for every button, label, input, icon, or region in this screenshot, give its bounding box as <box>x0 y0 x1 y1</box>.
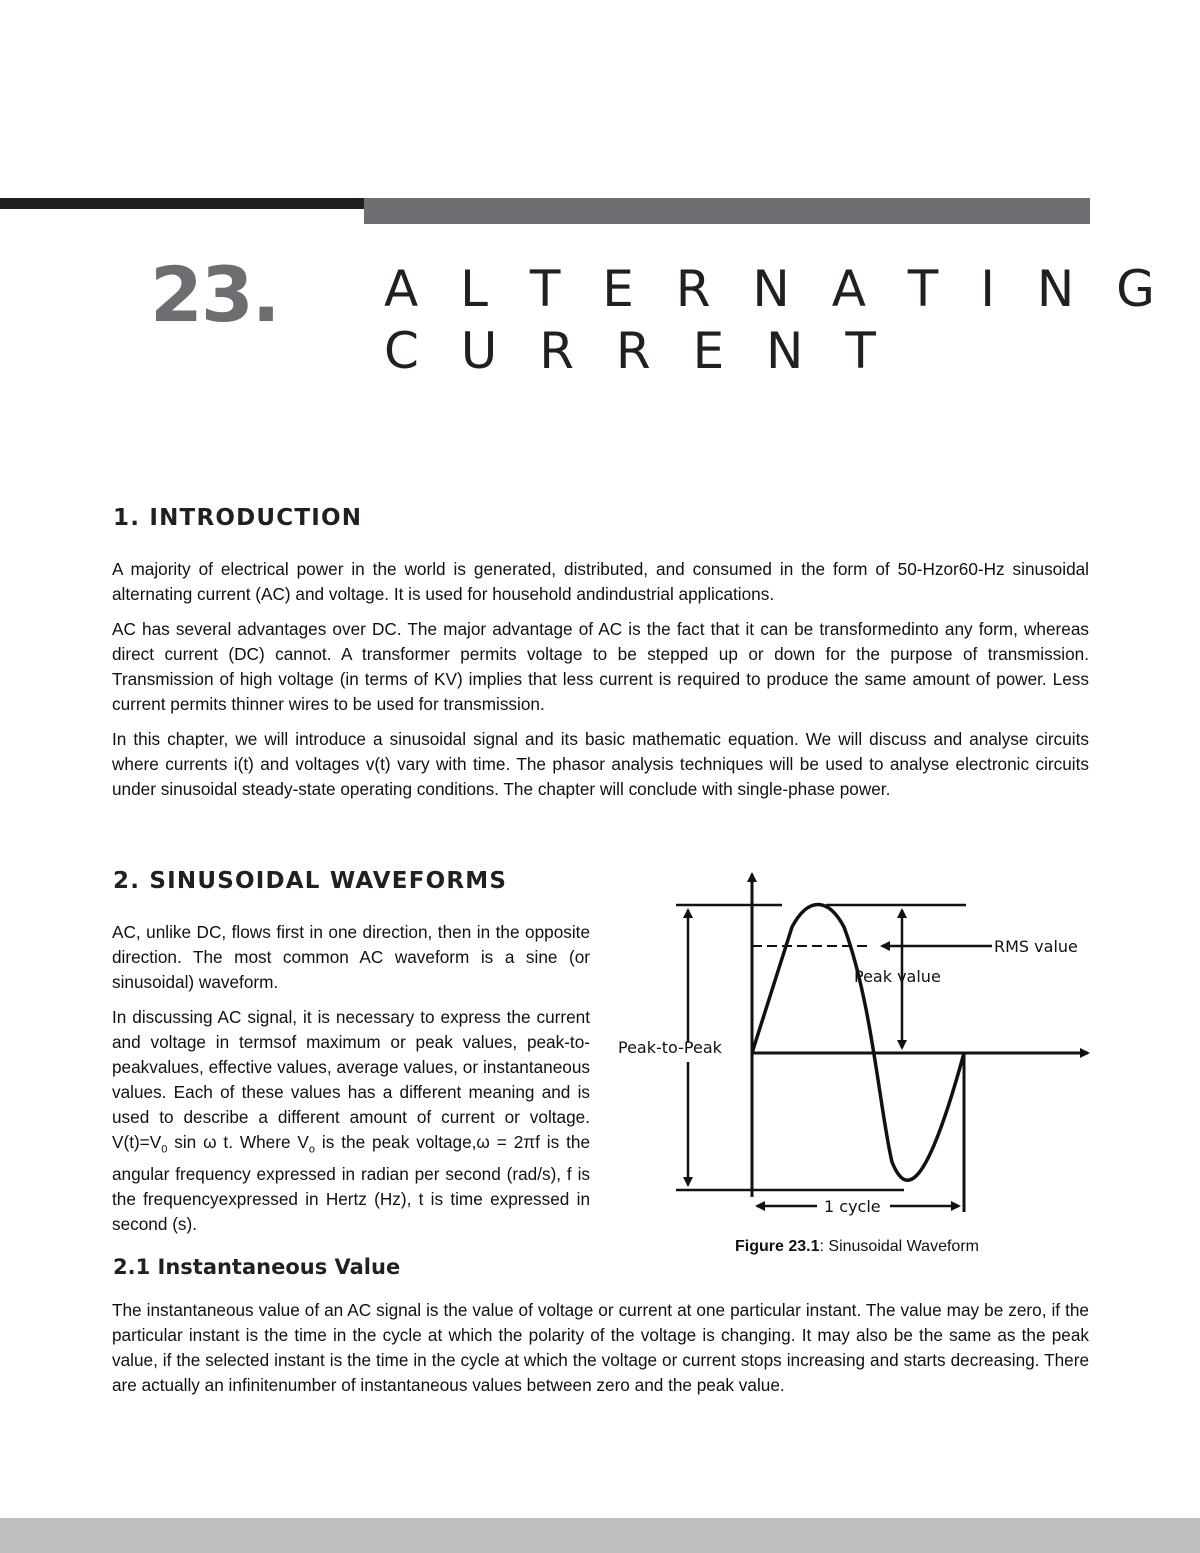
subsection-heading-instantaneous: 2.1 Instantaneous Value <box>113 1255 401 1279</box>
sinusoidal-paragraph-1: AC, unlike DC, flows first in one direction, then in the opposite direction. The most common AC waveform is a sine (or sinusoidal) waveform. <box>112 922 590 992</box>
intro-paragraph-2: AC has several advantages over DC. The major advantage of AC is the fact that it can be transformedinto any form, whereas direct current (DC) cannot. A transformer permits voltage to be stepped up or down for the purpose of transmission. Transmission of high voltage (in terms of KV) implies that less current is required to produce the same amount of power. Less current permits thinner wires to be used for transmission. <box>112 619 1089 714</box>
section-heading-introduction: 1. INTRODUCTION <box>113 505 363 531</box>
waveform-diagram <box>612 862 1102 1237</box>
figure-caption-number: Figure 23.1 <box>735 1238 820 1255</box>
paragraph-text: is the peak voltage,ω = 2πf is the angular frequency expressed in radian per second (rad/s), f is the frequencyexpressed in Hertz (Hz), t is time expressed in second (s). <box>112 1132 591 1235</box>
intro-paragraph-3: In this chapter, we will introduce a sinusoidal signal and its basic mathematic equation. We will discuss and analyse circuits where currents i(t) and voltages v(t) vary with time. The phasor analysis techniques will be used to analyse electronic circuits under sinusoidal steady-state operating conditions. The chapter will conclude with single-phase power. <box>112 729 1089 799</box>
paragraph-text: In discussing AC signal, it is necessary to express the current and voltage in termsof maximum or peak values, peak-to-peakvalues, effective values, average values, or instantaneous values. Each of these values has a different meaning and is used to describe a different amount of current or voltage. V(t)=V <box>112 1007 590 1152</box>
instantaneous-paragraph: The instantaneous value of an AC signal is the value of voltage or current at one particular instant. The value may be zero, if the particular instant is the time in the cycle at which the polarity of the voltage is changing. It may also be the same as the peak value, if the selected instant is the time in the cycle at which the voltage or current stops increasing and starts decreasing. There are actually an infinitenumber of instantaneous values between zero and the peak value. <box>112 1300 1089 1395</box>
rms-value-label: RMS value <box>994 937 1078 956</box>
header-gray-bar <box>364 198 1090 224</box>
header-dark-bar <box>0 198 364 209</box>
peak-value-label: Peak value <box>854 967 941 986</box>
peak-to-peak-label: Peak-to-Peak <box>618 1038 722 1057</box>
footer-bar <box>0 1518 1200 1553</box>
chapter-title <box>384 258 1168 382</box>
section-heading-sinusoidal: 2. SINUSOIDAL WAVEFORMS <box>113 868 508 894</box>
paragraph-text: sin ω t. Where V <box>167 1132 309 1152</box>
chapter-title-line2: C U R R E N T <box>384 322 889 380</box>
intro-paragraph-1: A majority of electrical power in the world is generated, distributed, and consumed in the form of 50-Hzor60-Hz sinusoidal alternating current (AC) and voltage. It is used for household andindustrial applications. <box>112 559 1089 604</box>
sinusoidal-waveform-figure <box>612 862 1102 1237</box>
one-cycle-label: 1 cycle <box>824 1197 881 1216</box>
subscript-zero: 0 <box>161 1143 168 1156</box>
chapter-number: 23. <box>150 250 279 339</box>
chapter-title-line1: A L T E R N A T I N G <box>384 260 1168 318</box>
figure-caption <box>612 1238 1102 1256</box>
figure-caption-text: : Sinusoidal Waveform <box>819 1238 979 1255</box>
subscript-o: o <box>308 1143 316 1156</box>
sinusoidal-paragraph-2 <box>112 1005 590 1237</box>
